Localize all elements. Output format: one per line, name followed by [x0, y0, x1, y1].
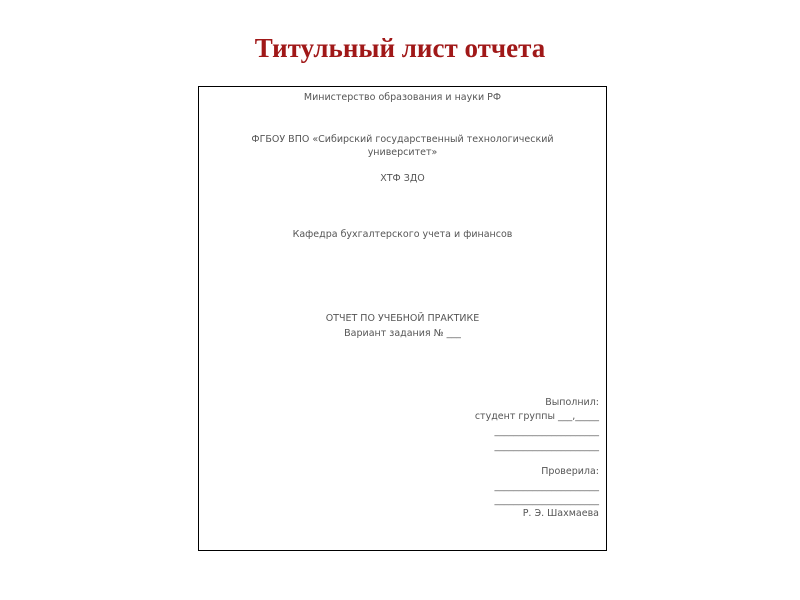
- checked-label: Проверила:: [541, 466, 599, 477]
- student-group-line: студент группы ___,_____: [474, 411, 599, 422]
- department-line: Кафедра бухгалтерского учета и финансов: [292, 229, 513, 240]
- variant-line: Вариант задания № ___: [344, 328, 461, 339]
- slide-title: Титульный лист отчета: [254, 33, 546, 63]
- report-title: ОТЧЕТ ПО УЧЕБНОЙ ПРАКТИКЕ: [325, 313, 480, 324]
- blank-line-4: ______________________: [494, 495, 599, 506]
- performed-label: Выполнил:: [545, 397, 599, 408]
- faculty-line: ХТФ ЗДО: [380, 173, 425, 184]
- title-page-sample: [198, 86, 607, 551]
- blank-line-1: ______________________: [494, 426, 599, 437]
- checker-name: Р. Э. Шахмаева: [522, 508, 599, 519]
- university-line: ФГБОУ ВПО «Сибирский государственный технологический университет»: [251, 134, 554, 158]
- ministry-line: Министерство образования и науки РФ: [303, 92, 502, 103]
- blank-line-2: ______________________: [494, 441, 599, 452]
- blank-line-3: ______________________: [494, 481, 599, 492]
